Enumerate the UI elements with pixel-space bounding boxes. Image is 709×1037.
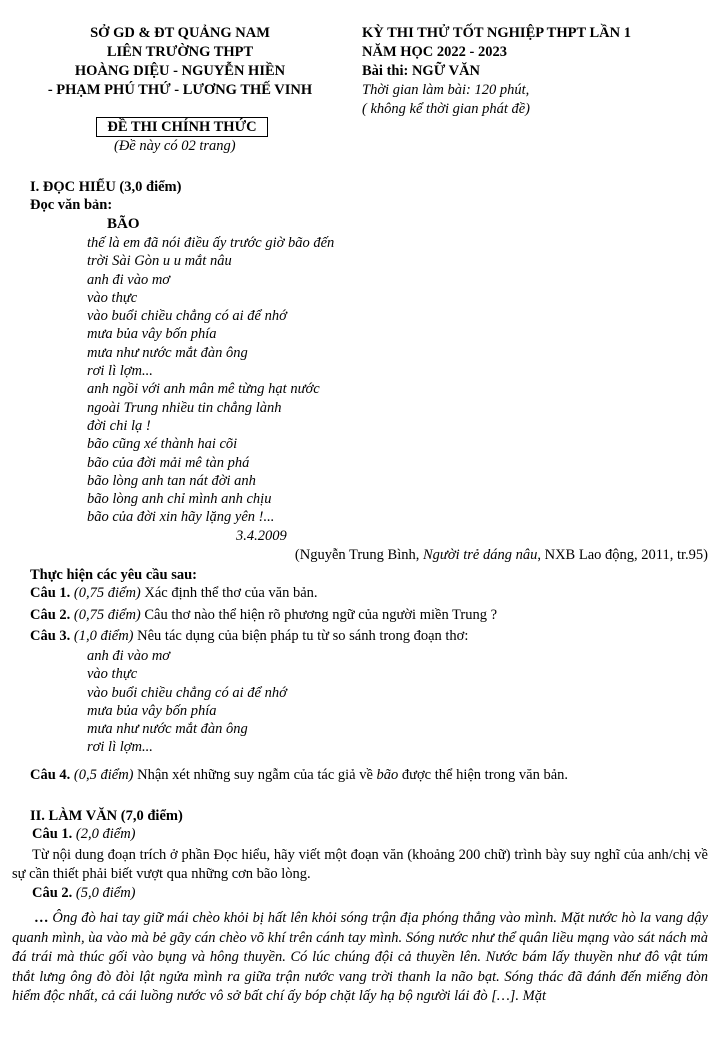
excerpt-line: rơi lì lợm... bbox=[87, 739, 153, 756]
department-name: SỞ GD & ĐT QUẢNG NAM bbox=[90, 25, 270, 41]
question-3: Câu 3. (1,0 điểm) Nêu tác dụng của biện pháp tu từ so sánh trong đoạn thơ: bbox=[30, 628, 469, 644]
essay-question-1-text: Từ nội dung đoạn trích ở phần Đọc hiểu, hãy viết một đoạn văn (khoảng 200 chữ) trình bày suy nghĩ của anh/chị về sự cần thiết phải biết vượt qua những cơn bão lòng. bbox=[12, 847, 708, 882]
poem-title: BÃO bbox=[107, 216, 140, 232]
school-names-2: - PHẠM PHÚ THỨ - LƯƠNG THẾ VINH bbox=[47, 82, 313, 98]
excerpt-line: mưa bủa vây bốn phía bbox=[87, 702, 217, 719]
excerpt-text: Ông đò hai tay giữ mái chèo khỏi bị hất lên khỏi sóng trận địa phóng thẳng vào mình. Mặt nước hò la vang dậy quanh mình, ùa vào mà bẻ gãy cán chèo võ khí trên cánh tay mình. Sóng nước như thể quân liều mạng vào sát nách mà đá trái mà thúc gối vào bụng và hông thuyền. Có lúc chúng đội cả thuyền lên. Nước bám lấy thuyền như đô vật túm thắt lưng ông đò đòi lật ngửa mình ra giữa trận nước vang trời thanh la não bạt. Sóng thác đã đánh đến miếng đòn hiểm độc nhất, cả cái luồng nước vô sở bất chí ấy bóp chặt lấy hạ bộ người lái đò […]. Mặt bbox=[12, 910, 708, 1005]
question-2: Câu 2. (0,75 điểm) Câu thơ nào thể hiện rõ phương ngữ của người miền Trung ? bbox=[30, 607, 498, 623]
poem-line: anh ngồi với anh mân mê từng hạt nước bbox=[87, 381, 320, 398]
school-year: NĂM HỌC 2022 - 2023 bbox=[362, 44, 507, 60]
exam-duration: Thời gian làm bài: 120 phút, bbox=[362, 82, 530, 98]
excerpt-line: vào buổi chiều chẳng có ai để nhớ bbox=[87, 684, 287, 701]
poem-line: mưa như nước mắt đàn ông bbox=[87, 344, 248, 361]
excerpt-line: mưa như nước mắt đàn ông bbox=[87, 721, 248, 738]
school-group: LIÊN TRƯỜNG THPT bbox=[106, 44, 254, 60]
poem-source bbox=[295, 546, 708, 565]
source-book: Người trẻ dáng nâu bbox=[423, 547, 538, 563]
source-publisher: , NXB Lao động, 2011, tr.95) bbox=[537, 547, 708, 563]
poem-line: trời Sài Gòn u u mắt nâu bbox=[87, 253, 232, 270]
poem-line: bão cũng xé thành hai cõi bbox=[87, 436, 238, 453]
poem-excerpt bbox=[87, 647, 287, 757]
school-names-1: HOÀNG DIỆU - NGUYỄN HIỀN bbox=[74, 63, 286, 79]
essay-question-2-excerpt bbox=[12, 909, 708, 1007]
question-4: Câu 4. (0,5 điểm) Nhận xét những suy ngẫm của tác giả về bão được thể hiện trong văn bản. bbox=[30, 767, 569, 783]
exam-header bbox=[362, 24, 631, 119]
poem-line: bão của đời xin hãy lặng yên !... bbox=[87, 509, 275, 526]
poem-line: bão lòng anh tan nát đời anh bbox=[87, 472, 256, 489]
poem bbox=[87, 234, 334, 527]
section-2-title: II. LÀM VĂN (7,0 điểm) bbox=[30, 808, 183, 824]
poem-line: mưa bủa vây bốn phía bbox=[87, 326, 217, 343]
exam-subject: Bài thi: NGỮ VĂN bbox=[362, 63, 481, 79]
poem-line: rơi lì lợm... bbox=[87, 363, 153, 380]
source-author: (Nguyễn Trung Bình, bbox=[294, 547, 424, 563]
excerpt-line: vào thực bbox=[87, 666, 138, 683]
exam-name: KỲ THI THỬ TỐT NGHIỆP THPT LẦN 1 bbox=[362, 25, 632, 41]
poem-line: ngoài Trung nhiều tin chẳng lành bbox=[87, 399, 282, 416]
excerpt-line: anh đi vào mơ bbox=[87, 648, 171, 664]
poem-line: vào thực bbox=[87, 289, 138, 306]
pages-note: (Đề này có 02 trang) bbox=[114, 138, 236, 154]
essay-question-2: Câu 2. (5,0 điểm) bbox=[32, 885, 136, 901]
essay-question-1: Câu 1. (2,0 điểm) bbox=[32, 826, 136, 842]
poem-line: thế là em đã nói điều ấy trước giờ bão đến bbox=[87, 235, 335, 251]
poem-line: anh đi vào mơ bbox=[87, 271, 171, 288]
official-exam-box: ĐỀ THI CHÍNH THỨC bbox=[96, 117, 268, 137]
poem-line: vào buổi chiều chẳng có ai để nhớ bbox=[87, 308, 287, 325]
tasks-label: Thực hiện các yêu cầu sau: bbox=[30, 567, 197, 583]
poem-date: 3.4.2009 bbox=[236, 528, 287, 544]
excerpt-ellipsis: … bbox=[34, 910, 49, 926]
section-1-title: I. ĐỌC HIỂU (3,0 điểm) bbox=[30, 179, 182, 195]
poem-line: bão lòng anh chỉ mình anh chịu bbox=[87, 491, 272, 508]
poem-line: bão của đời mải mê tàn phá bbox=[87, 454, 250, 471]
duration-note: ( không kể thời gian phát đề) bbox=[362, 101, 531, 117]
school-header bbox=[30, 24, 330, 100]
poem-line: đời chi lạ ! bbox=[87, 417, 151, 434]
read-label: Đọc văn bản: bbox=[30, 197, 113, 213]
question-1: Câu 1. (0,75 điểm) Xác định thể thơ của văn bản. bbox=[30, 585, 318, 601]
